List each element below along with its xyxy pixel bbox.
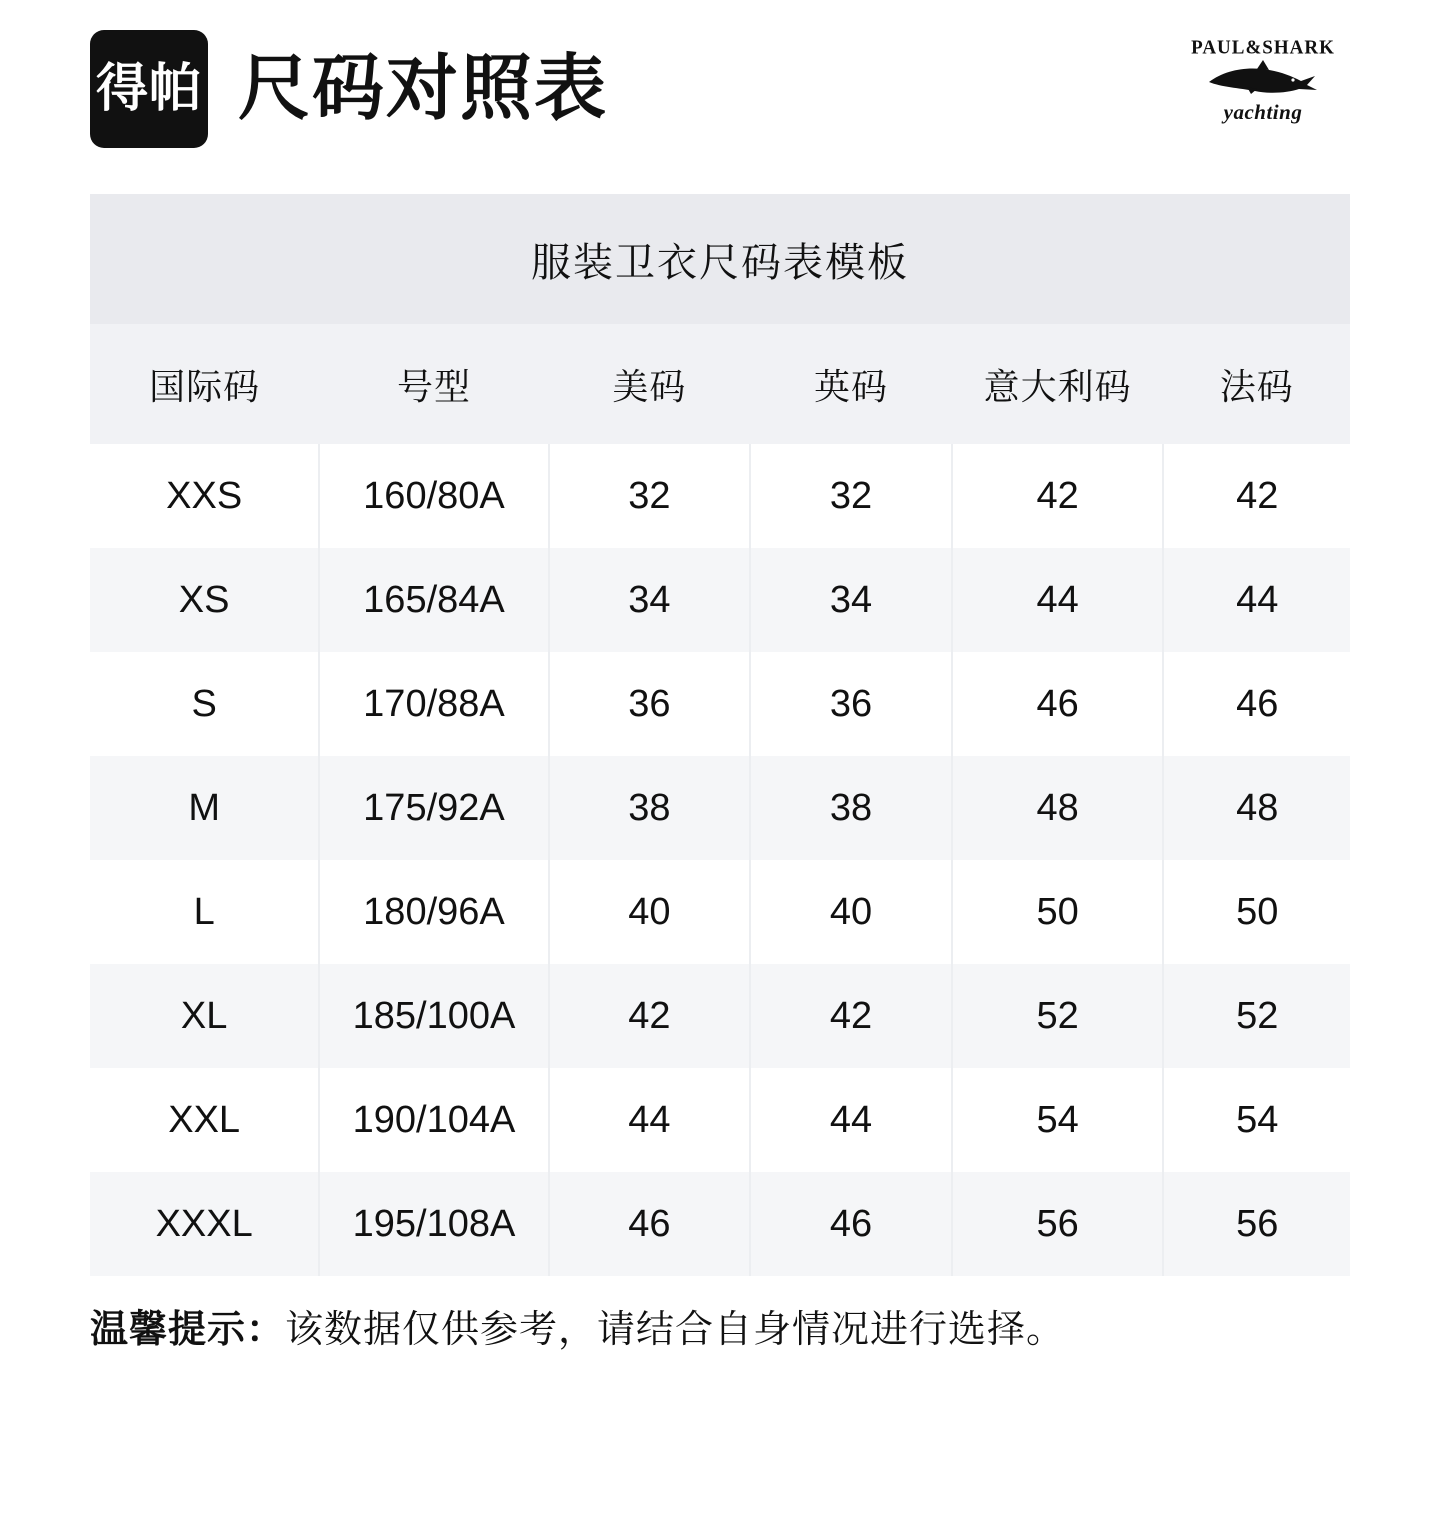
cell-model: 180/96A <box>319 860 548 964</box>
table-body <box>90 444 1350 1276</box>
cell-it: 44 <box>952 548 1164 652</box>
cell-uk: 36 <box>750 652 952 756</box>
cell-intl: XL <box>90 964 319 1068</box>
cell-uk: 46 <box>750 1172 952 1276</box>
cell-model: 175/92A <box>319 756 548 860</box>
column-header-intl: 国际码 <box>149 365 261 407</box>
cell-model: 165/84A <box>319 548 548 652</box>
table-row <box>90 444 1350 548</box>
brand-badge <box>90 30 208 148</box>
page-header <box>0 0 1440 150</box>
cell-it: 54 <box>952 1068 1164 1172</box>
cell-uk: 38 <box>750 756 952 860</box>
cell-fr: 50 <box>1236 890 1279 933</box>
table-header <box>90 324 1350 444</box>
cell-uk: 34 <box>750 548 952 652</box>
size-table <box>90 324 1350 1276</box>
cell-us: 44 <box>549 1068 751 1172</box>
cell-intl: S <box>90 652 319 756</box>
cell-it: 52 <box>952 964 1164 1068</box>
table-row <box>90 964 1350 1068</box>
cell-us: 38 <box>549 756 751 860</box>
cell-us: 40 <box>549 860 751 964</box>
cell-it: 56 <box>952 1172 1164 1276</box>
cell-it: 50 <box>952 860 1164 964</box>
column-header-it: 意大利码 <box>983 365 1132 407</box>
size-table-wrapper <box>90 194 1350 1276</box>
table-header-row <box>90 324 1350 444</box>
cell-intl: XXS <box>90 444 319 548</box>
cell-us: 34 <box>549 548 751 652</box>
cell-fr: 44 <box>1236 578 1279 621</box>
cell-us: 46 <box>549 1172 751 1276</box>
disclaimer-label: 温馨提示： <box>90 1309 286 1351</box>
table-row <box>90 1068 1350 1172</box>
table-row <box>90 548 1350 652</box>
brand-badge-text: 得帕 <box>95 60 202 118</box>
cell-model: 160/80A <box>319 444 548 548</box>
cell-model: 185/100A <box>319 964 548 1068</box>
table-caption: 服装卫衣尺码表模板 <box>90 194 1350 324</box>
logo-top-text: PAUL&SHARK <box>1191 36 1335 59</box>
cell-intl: XXXL <box>90 1172 319 1276</box>
column-header-model: 号型 <box>396 365 471 407</box>
table-row <box>90 756 1350 860</box>
cell-fr: 42 <box>1236 474 1279 517</box>
cell-us: 36 <box>549 652 751 756</box>
disclaimer-text: 该数据仅供参考，请结合自身情况进行选择。 <box>285 1309 1066 1351</box>
cell-model: 170/88A <box>319 652 548 756</box>
column-header-uk: 英码 <box>814 365 889 407</box>
shark-icon <box>1203 60 1323 101</box>
cell-fr: 48 <box>1236 786 1279 829</box>
cell-intl: XXL <box>90 1068 319 1172</box>
cell-model: 195/108A <box>319 1172 548 1276</box>
cell-uk: 44 <box>750 1068 952 1172</box>
cell-fr: 52 <box>1236 994 1279 1037</box>
paul-and-shark-logo <box>1178 22 1348 140</box>
cell-fr: 56 <box>1236 1202 1279 1245</box>
column-header-fr: 法码 <box>1219 365 1294 407</box>
cell-uk: 40 <box>750 860 952 964</box>
column-header-us: 美码 <box>612 365 687 407</box>
cell-intl: L <box>90 860 319 964</box>
table-row <box>90 652 1350 756</box>
table-row <box>90 1172 1350 1276</box>
cell-intl: XS <box>90 548 319 652</box>
cell-us: 32 <box>549 444 751 548</box>
page-title: 尺码对照表 <box>238 49 609 129</box>
table-row <box>90 860 1350 964</box>
cell-us: 42 <box>549 964 751 1068</box>
cell-fr: 46 <box>1236 682 1279 725</box>
logo-bottom-text: yachting <box>1223 100 1303 124</box>
disclaimer-note <box>90 1306 1350 1355</box>
cell-uk: 32 <box>750 444 952 548</box>
cell-fr: 54 <box>1236 1098 1279 1141</box>
cell-it: 42 <box>952 444 1164 548</box>
cell-intl: M <box>90 756 319 860</box>
cell-it: 48 <box>952 756 1164 860</box>
cell-model: 190/104A <box>319 1068 548 1172</box>
cell-it: 46 <box>952 652 1164 756</box>
cell-uk: 42 <box>750 964 952 1068</box>
